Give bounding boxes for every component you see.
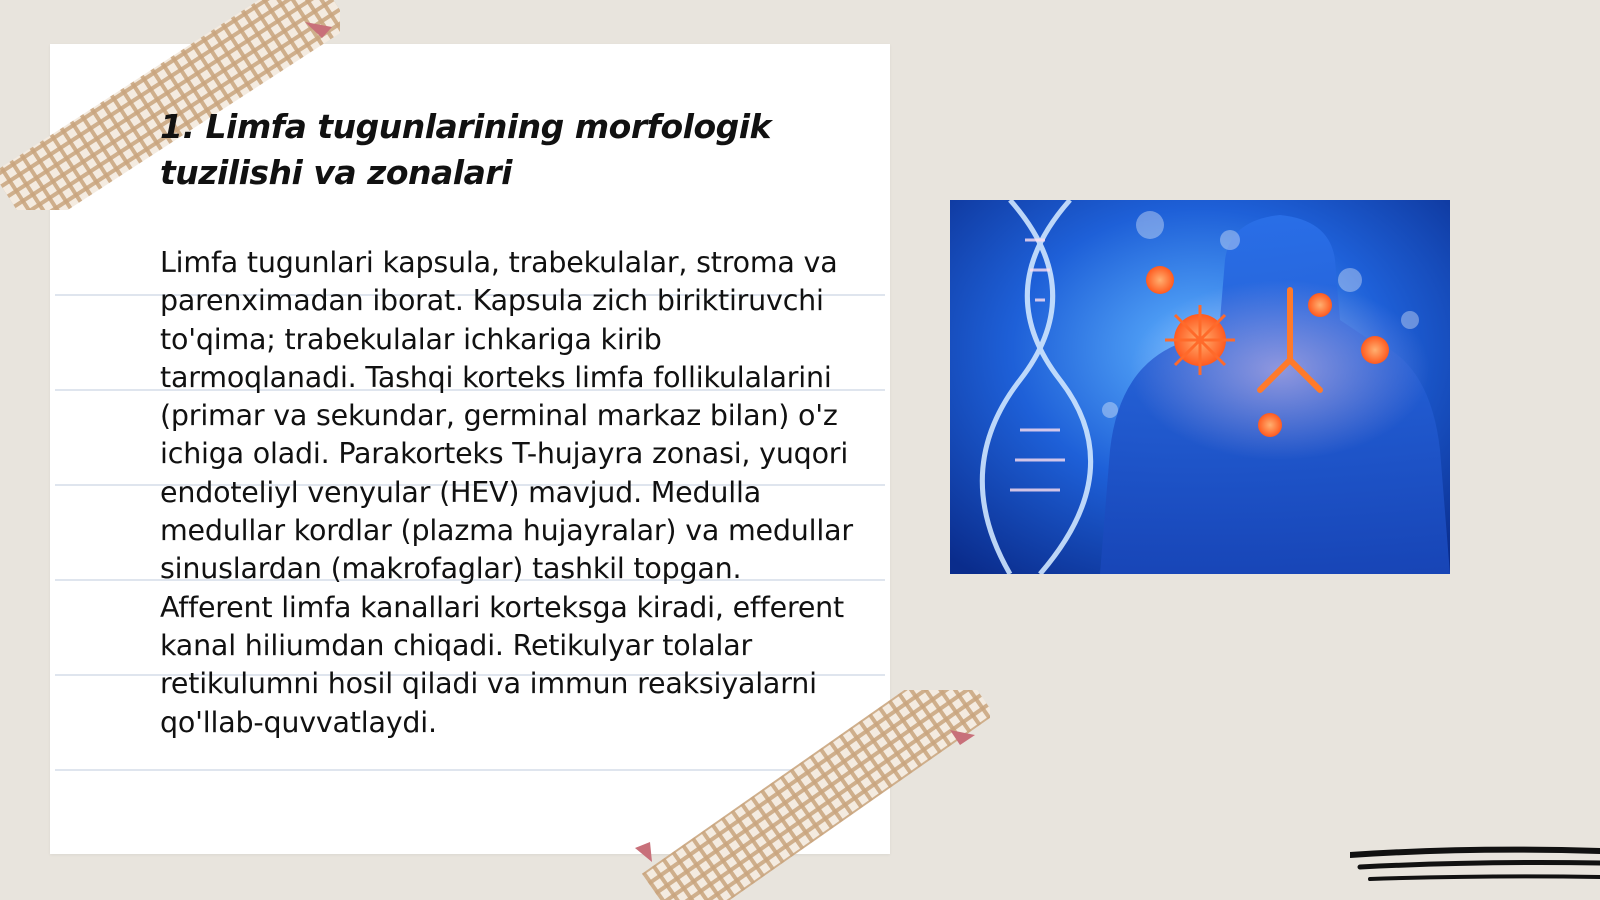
medical-illustration-image [950,200,1450,574]
slide-title: 1. Limfa tugunlarining morfologik tuzilishi va zonalari [160,107,771,192]
decorative-lines [1350,845,1600,895]
slide-body-text: Limfa tugunlari kapsula, trabekulalar, stroma va parenximadan iborat. Kapsula zich biriktiruvchi to'qima; trabekulalar ichkariga kirib tarmoqlanadi. Tashqi korteks limfa follikulalarini (primar va sekundar, germinal markaz bilan) o'z ichiga oladi. Parakorteks T-hujayra zonasi, yuqori endoteliyl venyular (HEV) mavjud. Medulla medullar kordlar (plazma hujayralar) va medullar sinuslardan (makrofaglar) tashkil topgan. Afferent limfa kanallari korteksga kiradi, efferent kanal hiliumdan chiqadi. Retikulyar tolalar retikulumni hosil qiladi va immun reaksiyalarni qo'llab-quvvatlaydi. [160,246,853,739]
